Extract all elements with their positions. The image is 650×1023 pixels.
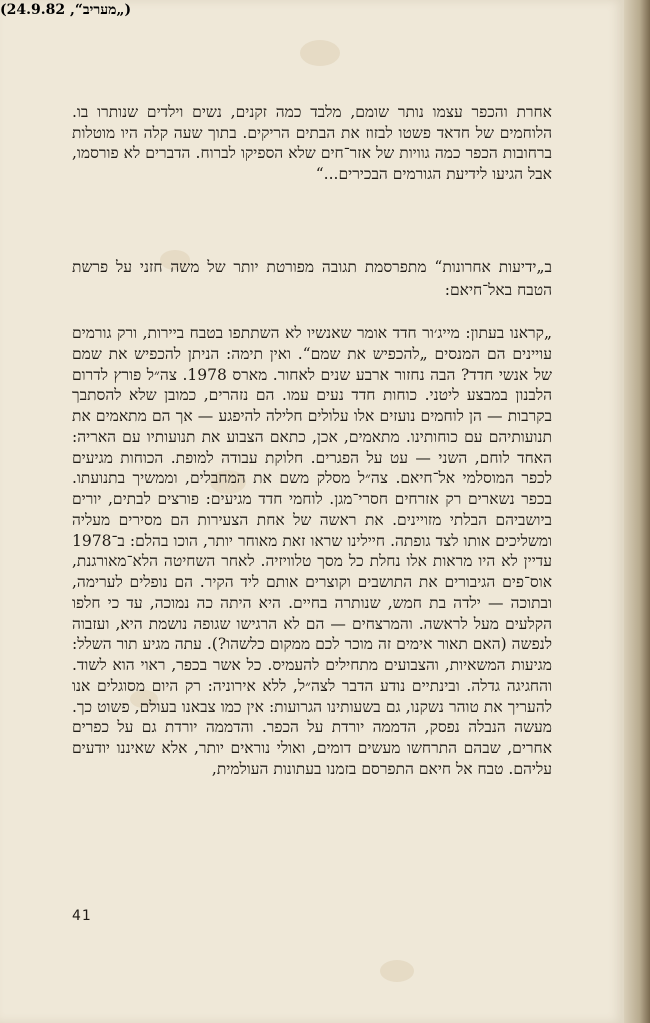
paper-stain <box>300 40 340 66</box>
intro-paragraph <box>72 256 552 302</box>
quote-paragraph-2 <box>72 323 552 780</box>
quote-text-1: אחרת והכפר עצמו נותר שומם, מלבד כמה זקנים, נשים וילדים שנותרו בו. הלוחמים של חדאד פשטו לבזוז את הבתים הריקים. בתוך שעה קלה היו מוטלות ברחובות הכפר כמה גוויות של אזר־חים שלא הספיקו לברוח. הדברים לא פורסמו, אבל הגיעו לידיעת הגורמים הבכירים...“ <box>72 103 552 183</box>
quote-paragraph-1 <box>72 102 552 184</box>
source-citation-text: („מעריב“, 24.9.82) <box>0 2 132 18</box>
source-citation <box>0 0 480 20</box>
intro-text: ב„ידיעות אחרונות“ מתפרסמת תגובה מפורטת יותר של משה חזני על פרשת הטבח באל־חיאם: <box>72 258 552 299</box>
quote-text-2: „קראנו בעתון: מייג׳ור חדד אומר שאנשיו לא השתתפו בטבח ביירות, ורק גורמים עויינים הם המנסים „להכפיש את שמם“. ואין תימה: הניתן להכפיש את שמם של אנשי חדד? הבה נחזור ארבע שנים לאחור. מארס 1978. צה״ל פורץ לדרום הלבנון במבצע ליטני. כוחות חדד נעים עמו. הם נזהרים, כמובן שלא להסתבך בקרבות — הן לוחמים נועזים אלו עלולים חלילה להיפגע — אך הם מתאמים את תנועותיהם עם כוחותינו. מתאמים, אכן, כתאם הצבוע את תנועותיו עם האריה: האחד לוחם, השני — עט על הפגרים. חלוקת עבודה למופת. הכוחות מגיעים לכפר המוסלמי אל־חיאם. צה״ל מסלק משם את המחבלים, וממשיך בתנועתו. בכפר נשארים רק אזרחים חסרי־מגן. לוחמי חדד מגיעים: פורצים לבתים, יורים ביושביהם הבלתי מזויינים. את ראשה של אחת הצעירות הם מסירים מעליה ומשליכים אותו לצד גופתה. חיילינו שראו זאת מאוחר יותר, הוכו בהלם: ב־1978 עדיין לא היו מראות אלו נחלת כל מסך טלוויזיה. לאחר השחיטה הלא־מאורגנת, אוס־פים הגיבורים את התושבים וקוצרים אותם ליד הקיר. הם נופלים לערימה, ובתוכה — ילדה בת חמש, שנותרה בחיים. היא היתה כה נמוכה, עד כי חלפו הקלעים מעל לראשה. והמרצחים — הם לא הרגישו שגופה נושמת היא, ועזבוה לנפשה (האם תאור אימים זה מוכר לכם ממקום כלשהו?). עתה מגיע תור השלל: מגיעות המשאיות, והצבועים מתחילים להעמיס. כל אשר בכפר, ראוי הוא לשוד. והחגיגה גדלה. ובינתיים נודע הדבר לצה״ל, ללא אירוניה: רק היום מסוגלים אנו להעריך את טוהר נשקנו, גם בשעותינו הגרועות: אין כמו צבאנו בעולם, פשוט כך. מעשה הנבלה נפסק, הדממה יורדת על הכפר. והדממה יורדת גם על כפרים אחרים, שבהם התרחשו מעשים דומים, ואולי נוראים יותר, אלא שאיננו יודעים עליהם. טבח אל חיאם התפרסם בזמנו בעתונות העולמית, <box>72 324 552 778</box>
page-edge <box>624 0 650 1023</box>
paper-stain <box>380 960 414 982</box>
page-number: 41 <box>72 908 92 924</box>
